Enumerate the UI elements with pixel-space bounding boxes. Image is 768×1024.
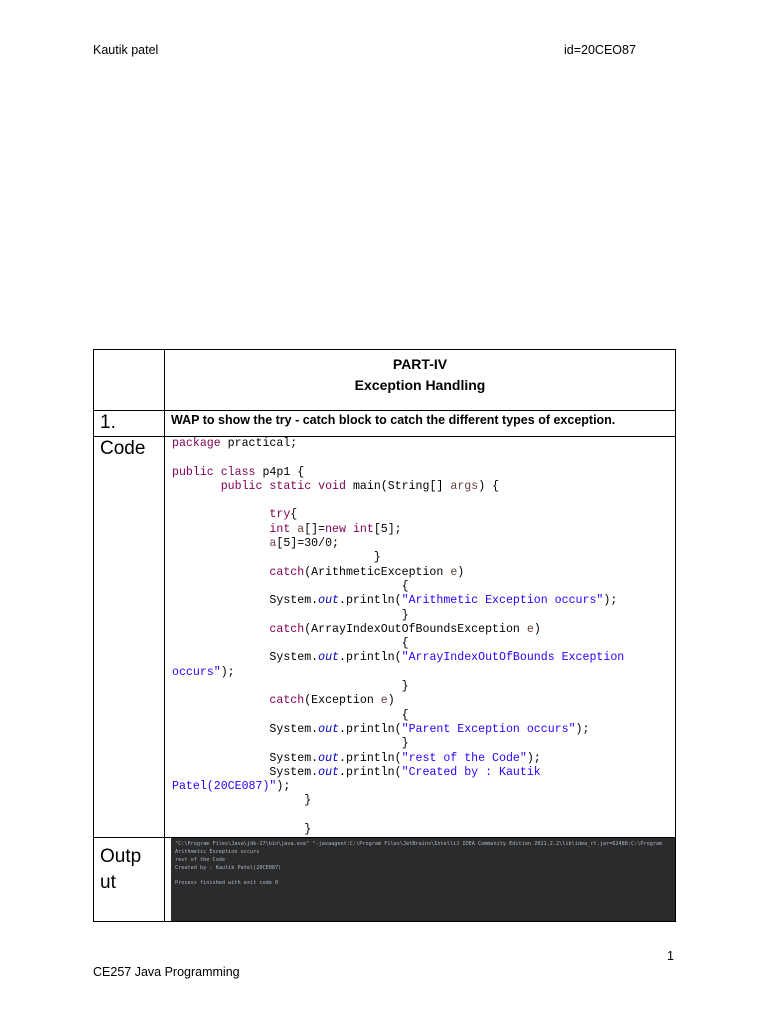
console-line: Process finished with exit code 0 bbox=[175, 880, 279, 887]
topic-title: Exception Handling bbox=[354, 377, 486, 393]
title-cell bbox=[165, 350, 676, 411]
question-row bbox=[94, 411, 676, 437]
code-label: Code bbox=[94, 437, 165, 838]
question-text: WAP to show the try - catch block to catch the different types of exception. bbox=[165, 411, 676, 437]
console-screenshot bbox=[171, 838, 675, 921]
console-line: "C:\Program Files\Java\jdk-17\bin\java.exe" "-javaagent:C:\Program Files\JetBrains\IntelliJ IDEA Community Edition 2021.2.2\lib\idea_rt.jar=62488:C:\Program bbox=[175, 841, 663, 848]
output-label bbox=[94, 838, 165, 922]
console-line: rest of the Code bbox=[175, 856, 225, 863]
page-number: 1 bbox=[667, 949, 674, 963]
part-title: PART-IV bbox=[392, 356, 448, 372]
console-line: Created by : Kautik Patel(20CE087) bbox=[175, 864, 282, 871]
code-block: package practical; public class p4p1 { public static void main(String[] args) { try{ int a[]=new int[5]; a[5]=30/0; } catch(ArithmeticException e) { System.out.println("Arithmetic Exception occurs"); } catch(ArrayIndexOutOfBoundsException e) { System.out.println("ArrayIndexOutOfBounds Exception occurs"); } catch(Exception e) { System.out.println("Parent Exception occurs"); } System.out.println("rest of the Code"); System.out.println("Created by : Kautik Patel(20CE087)"); } } bbox=[172, 437, 625, 837]
output-row bbox=[94, 838, 676, 922]
assignment-table bbox=[93, 349, 676, 922]
console-blank-line bbox=[175, 873, 675, 881]
output-label-line1: Outp bbox=[100, 846, 142, 868]
console-line: Arithmetic Exception occurs bbox=[175, 849, 260, 856]
course-footer: CE257 Java Programming bbox=[93, 965, 240, 979]
title-row bbox=[94, 350, 676, 411]
output-cell bbox=[165, 838, 676, 922]
author-name: Kautik patel bbox=[93, 43, 159, 57]
student-id: id=20CEO87 bbox=[564, 43, 636, 57]
output-label-line2: ut bbox=[100, 872, 116, 894]
code-cell bbox=[165, 437, 676, 838]
code-row bbox=[94, 437, 676, 838]
empty-cell bbox=[94, 350, 165, 411]
question-number: 1. bbox=[94, 411, 165, 437]
